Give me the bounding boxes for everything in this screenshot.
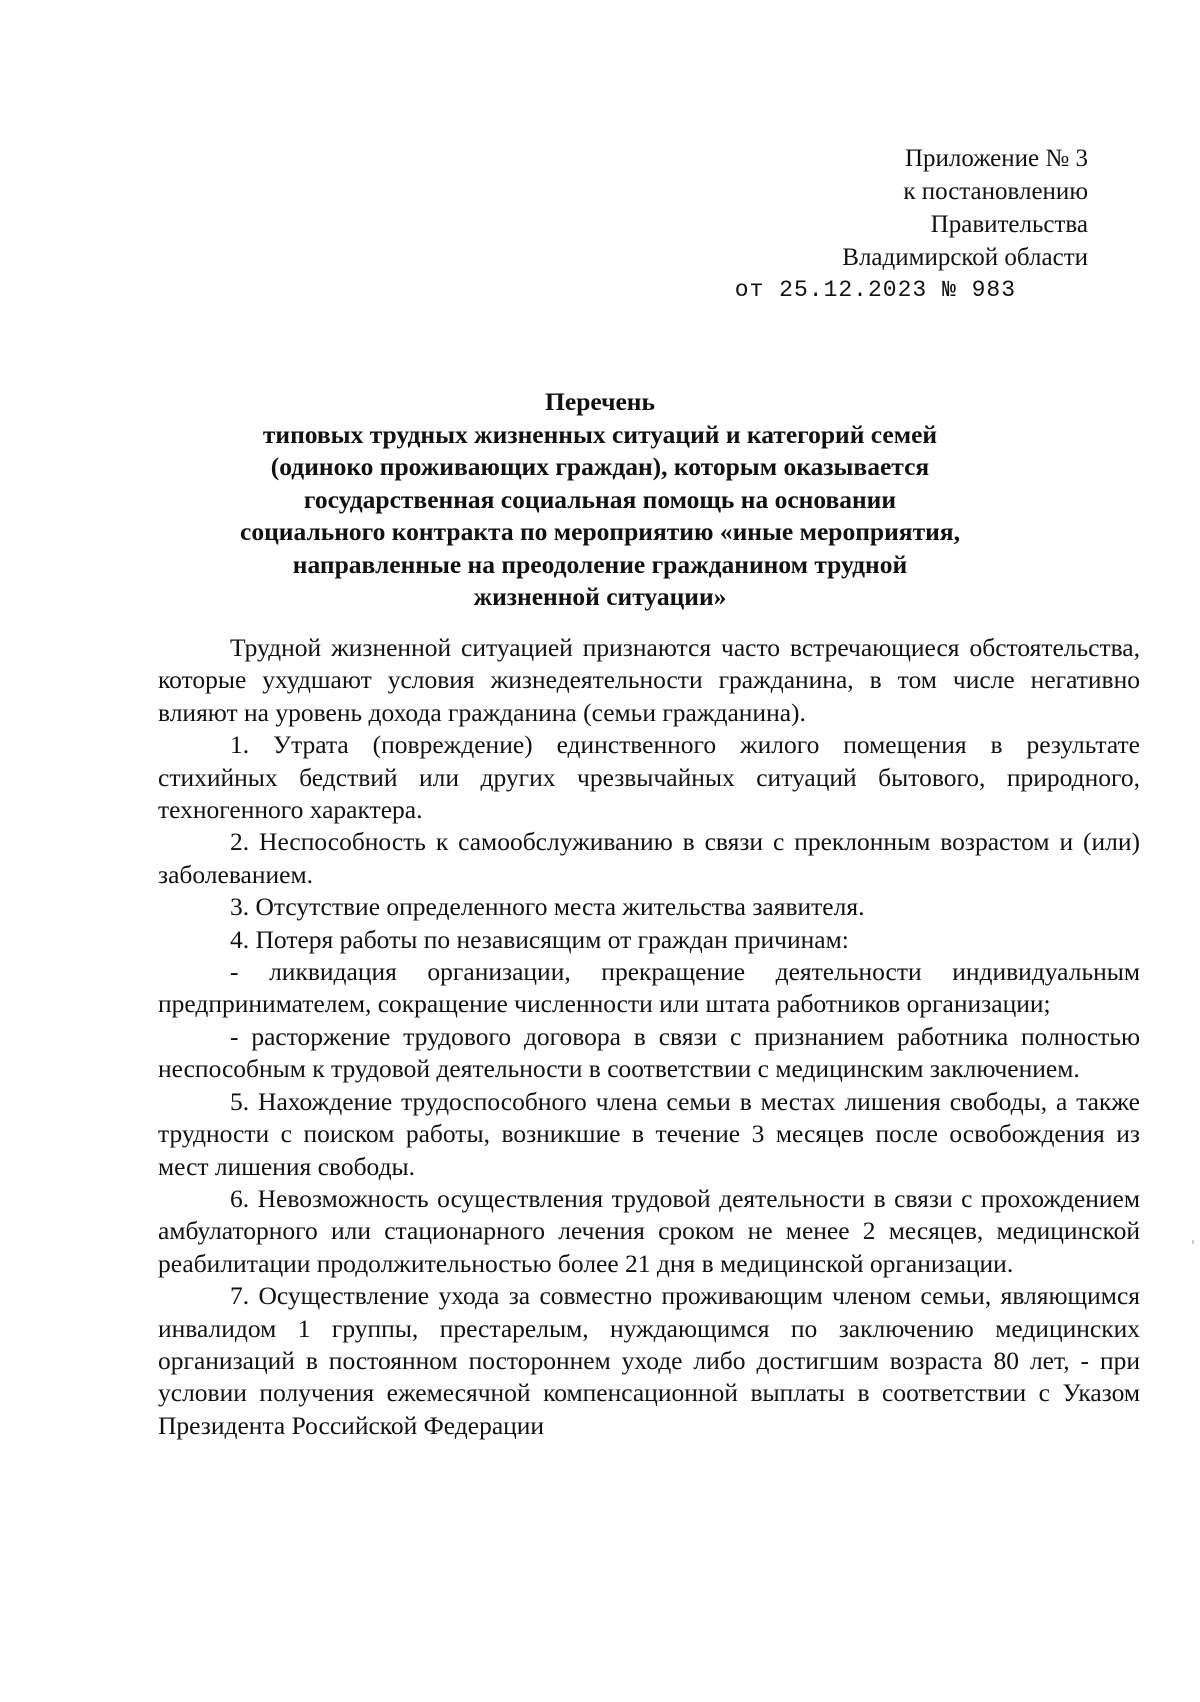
list-item-7: 7. Осуществление ухода за совместно проживающим членом семьи, являющимся инвалидом 1 группы, престарелым, нуждающимся по заключению медицинских организаций в постоянном постороннем уходе либо достигшим возраста 80 лет, - при условии получения ежемесячной компенсационной выплаты в соответствии с Указом Президента Российской Федерации bbox=[158, 1281, 1140, 1440]
appendix-government: Правительства bbox=[930, 211, 1088, 238]
document-body bbox=[158, 632, 1140, 1442]
list-item-6: 6. Невозможность осуществления трудовой деятельности в связи с прохождением амбулаторного или стационарного лечения сроком не менее 2 месяцев, медицинской реабилитации продолжительностью более 21 дня в медицинской организации. bbox=[158, 1183, 1140, 1278]
resolution-date-number: от 25.12.2023 № 983 bbox=[734, 277, 1016, 303]
list-item-2: 2. Неспособность к самообслуживанию в связи с преклонным возрастом и (или) заболеванием. bbox=[158, 827, 1140, 889]
list-item-4: 4. Потеря работы по независящим от граждан причинам: bbox=[230, 924, 849, 954]
title-line-4: государственная социальная помощь на основании bbox=[303, 484, 897, 514]
appendix-region: Владимирской области bbox=[842, 244, 1088, 271]
scan-artifact bbox=[1192, 1240, 1194, 1244]
title-line-5: социального контракта по мероприятию «иные мероприятия, bbox=[240, 517, 960, 546]
list-item-4-subitem-1: - ликвидация организации, прекращение деятельности индивидуальным предпринимателем, сокращение численности или штата работников организации; bbox=[158, 957, 1140, 1019]
list-item-4-subitem-2: - расторжение трудового договора в связи с признанием работника полностью неспособным к трудовой деятельности в соответствии с медицинским заключением. bbox=[158, 1021, 1140, 1084]
appendix-number: Приложение № 3 bbox=[904, 145, 1088, 172]
title-line-1: Перечень bbox=[545, 387, 655, 416]
list-item-5: 5. Нахождение трудоспособного члена семьи в местах лишения свободы, а также трудности с поиском работы, возникшие в течение 3 месяцев после освобождения из мест лишения свободы. bbox=[158, 1086, 1140, 1181]
definition-paragraph: Трудной жизненной ситуацией признаются часто встречающиеся обстоятельства, которые ухудшают условия жизнедеятельности гражданина, в том числе негативно влияют на уровень дохода гражданина (семьи гражданина). bbox=[158, 633, 1140, 727]
title-line-2: типовых трудных жизненных ситуаций и категорий семей bbox=[262, 419, 938, 449]
appendix-header bbox=[735, 142, 1088, 307]
list-item-1: 1. Утрата (повреждение) единственного жилого помещения в результате стихийных бедствий или других чрезвычайных ситуаций бытового, природного, техногенного характера. bbox=[158, 730, 1140, 825]
appendix-resolution-ref: к постановлению bbox=[903, 178, 1088, 205]
list-item-3: 3. Отсутствие определенного места жительства заявителя. bbox=[230, 892, 865, 922]
title-line-7: жизненной ситуации» bbox=[473, 582, 727, 611]
title-line-6: направленные на преодоление гражданином трудной bbox=[292, 549, 908, 579]
document-title bbox=[160, 386, 1040, 614]
title-line-3: (одиноко проживающих граждан), которым оказывается bbox=[270, 452, 930, 481]
